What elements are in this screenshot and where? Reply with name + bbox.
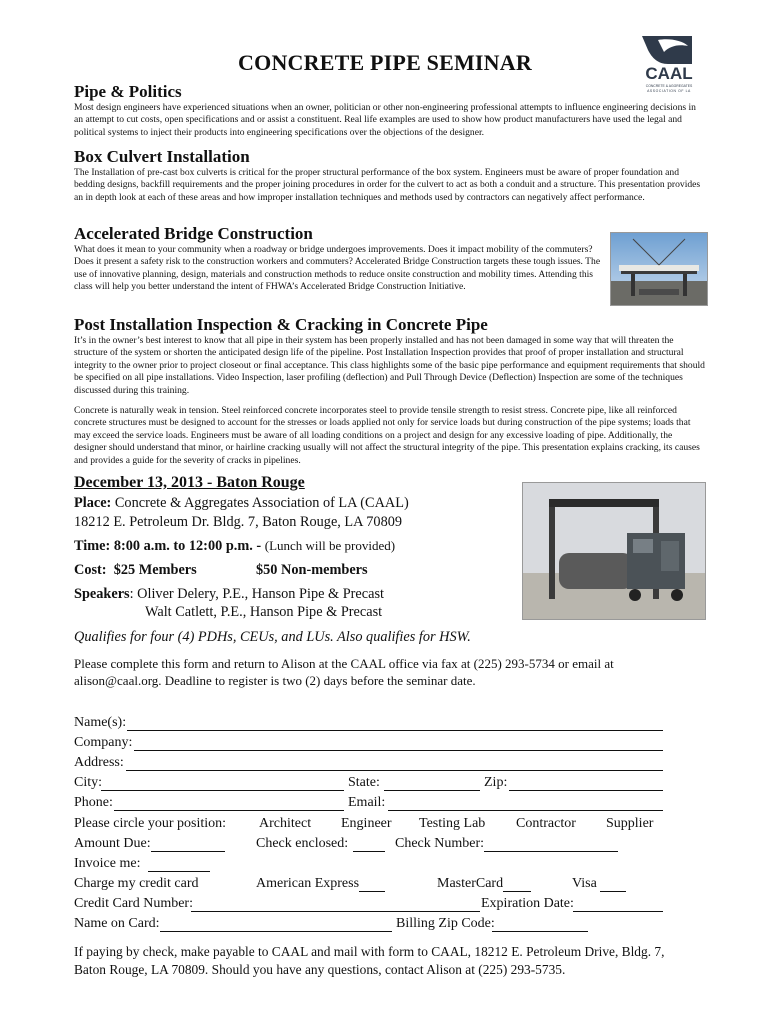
position-supplier[interactable]: Supplier <box>606 816 654 831</box>
event-speaker-2: Walt Catlett, P.E., Hanson Pipe & Precast <box>145 604 383 620</box>
svg-text:CONCRETE & AGGREGATES: CONCRETE & AGGREGATES <box>645 84 693 88</box>
city-label: City: <box>74 775 103 790</box>
invoice-label: Invoice me: <box>74 856 141 871</box>
check-number-field[interactable] <box>484 837 618 852</box>
expiration-label: Expiration Date: <box>481 896 574 911</box>
check-enclosed-label: Check enclosed: <box>256 836 349 851</box>
address-label: Address: <box>74 755 124 770</box>
check-enclosed-field[interactable] <box>353 837 385 852</box>
cc-number-label: Credit Card Number: <box>74 896 193 911</box>
position-testing-lab[interactable]: Testing Lab <box>419 816 486 831</box>
email-label: Email: <box>348 795 386 810</box>
bridge-photo <box>610 232 708 306</box>
logo-text: CAAL <box>645 64 693 83</box>
check-number-label: Check Number: <box>395 836 485 851</box>
amount-due-label: Amount Due: <box>74 836 151 851</box>
cc-number-field[interactable] <box>191 897 480 912</box>
position-engineer[interactable]: Engineer <box>341 816 392 831</box>
section-heading-box-culvert: Box Culvert Installation <box>74 147 250 166</box>
city-field[interactable] <box>101 776 344 791</box>
state-field[interactable] <box>384 776 480 791</box>
position-label: Please circle your position: <box>74 816 227 831</box>
billing-zip-field[interactable] <box>492 917 588 932</box>
company-field[interactable] <box>134 736 663 751</box>
position-contractor[interactable]: Contractor <box>516 816 576 831</box>
section-heading-pipe-politics: Pipe & Politics <box>74 82 182 101</box>
event-address: 18212 E. Petroleum Dr. Bldg. 7, Baton Rouge, LA 70809 <box>74 514 403 530</box>
zip-label: Zip: <box>484 775 508 790</box>
name-on-card-field[interactable] <box>160 917 392 932</box>
position-architect[interactable]: Architect <box>259 816 312 831</box>
zip-field[interactable] <box>509 776 663 791</box>
page-title: CONCRETE PIPE SEMINAR <box>238 50 532 75</box>
names-field[interactable] <box>127 716 663 731</box>
section-body-bridge: What does it mean to your community when a roadway or bridge undergoes improvements. Does it impact mobility of the commuters? Does it present a safety risk to the construction workers and commuters? Accelerated Bridge Construction targets these tough issues. The use of innovative planning, design, materials and construction methods to reduce onsite construction and mobility times. Attending this class will help you better understand the intent of FHWA’s Accelerated Bridge Construction Initiative. <box>74 244 601 293</box>
footer-note: If paying by check, make payable to CAAL and mail with form to CAAL, 18212 E. Petroleum Drive, Bldg. 7, Baton Rouge, LA 70809. Should you have any questions, contact Alison at (225) 293-5735. <box>74 944 665 977</box>
amex-label: American Express <box>256 876 360 891</box>
event-cost: Cost: $25 Members <box>74 562 197 578</box>
address-field[interactable] <box>126 756 663 771</box>
svg-text:ASSOCIATION OF LA: ASSOCIATION OF LA <box>647 89 691 93</box>
email-field[interactable] <box>388 796 663 811</box>
event-place: Place: Concrete & Aggregates Association of LA (CAAL) <box>74 495 409 511</box>
section-body-pipe-politics: Most design engineers have experienced situations when an owner, politician or other non-engineering professional attempts to influence engineering decisions in an attempt to cut costs, open specifications and or assist a constituent. Real life examples are used to show how product manufacturers have used the legal and political systems to inject their products into engineering specifications over the objections of the designer. <box>74 102 696 138</box>
section-heading-inspection: Post Installation Inspection & Cracking in Concrete Pipe <box>74 315 488 334</box>
mastercard-field[interactable] <box>503 877 531 892</box>
mastercard-label: MasterCard <box>437 876 504 891</box>
caal-logo <box>628 30 710 100</box>
visa-label: Visa <box>572 876 597 891</box>
section-body-inspection: It’s in the owner’s best interest to know that all pipe in their system has been properly installed and has not been damaged in some way that will threaten the structure of the system or shorten the anticipated design life of the pipeline. Post Installation Inspection provides that proof of proper installation and structural integrity to the owner prior to project closeout or final acceptance. This class highlights some of the basic pipe performance and equipment requirements that should be specified on all pipe installations. Video Inspection, laser profiling (deflection) and Pull Through Device (Deflection) Inspection are some of the techniques discussed during this training. <box>74 335 705 396</box>
company-label: Company: <box>74 735 133 750</box>
event-qualifies: Qualifies for four (4) PDHs, CEUs, and LUs. Also qualifies for HSW. <box>74 629 471 645</box>
pipe-equipment-photo <box>522 482 706 620</box>
event-speakers: Speakers: Oliver Delery, P.E., Hanson Pipe & Precast <box>74 586 384 602</box>
amex-field[interactable] <box>359 877 385 892</box>
visa-field[interactable] <box>600 877 626 892</box>
invoice-field[interactable] <box>148 857 210 872</box>
phone-field[interactable] <box>114 796 344 811</box>
event-cost-nonmembers: $50 Non-members <box>256 562 368 578</box>
name-on-card-label: Name on Card: <box>74 916 160 931</box>
phone-label: Phone: <box>74 795 113 810</box>
names-label: Name(s): <box>74 715 127 730</box>
amount-due-field[interactable] <box>151 837 225 852</box>
section-body-box-culvert: The Installation of pre-cast box culverts is critical for the proper structural performance of the box system. Engineers must be aware of proper foundation and bedding designs, backfill requirements and the proper joining procedures in order for the culvert to act as both a conduit and a structure. This presentation provides an in depth look at each of these areas and how improper installation techniques and methods used by contractors can negatively affect performance. <box>74 167 701 203</box>
registration-instructions: Please complete this form and return to Alison at the CAAL office via fax at (225) 293-5734 or email at alison@caal.org. Deadline to register is two (2) days before the seminar date. <box>74 656 614 688</box>
charge-card-label: Charge my credit card <box>74 876 199 891</box>
event-date: December 13, 2013 - Baton Rouge <box>74 474 305 491</box>
billing-zip-label: Billing Zip Code: <box>396 916 495 931</box>
expiration-field[interactable] <box>573 897 663 912</box>
state-label: State: <box>348 775 380 790</box>
section-body-cracking: Concrete is naturally weak in tension. Steel reinforced concrete incorporates steel to provide tensile strength to resist stress. Concrete pipe, like all reinforced concrete structures must be designed to account for the stresses or loads applied not only for service loads but during construction of the pipe systems; loads that may exceed the service loads. Engineers must be aware of all loading conditions on a project and design for any excessive loading of pipe. Additionally, the designer should understand that minor, or hairline cracking usually will not affect the structural integrity of the pipe. This presentation explains cracking, its causes and provides a guide for the severity of cracks in pipelines. <box>74 405 700 466</box>
event-time: Time: 8:00 a.m. to 12:00 p.m. - (Lunch will be provided) <box>74 538 396 554</box>
section-heading-bridge: Accelerated Bridge Construction <box>74 224 313 243</box>
